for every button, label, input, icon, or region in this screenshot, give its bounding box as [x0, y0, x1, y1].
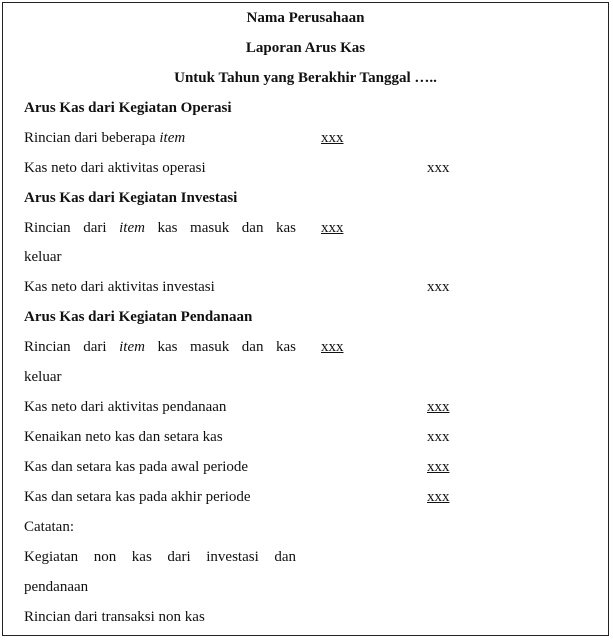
noncash-row [3, 549, 608, 573]
company-name: Nama Perusahaan [246, 10, 365, 26]
operating-net-row [3, 160, 608, 184]
financing-detail-cont-row [3, 369, 608, 393]
noncash-cont-row [3, 579, 608, 603]
financing-detail-cont: keluar [24, 369, 62, 385]
financing-heading: Arus Kas dari Kegiatan Pendanaan [24, 309, 253, 325]
notes-label: Catatan: [24, 519, 74, 535]
investing-net-label: Kas neto dari aktivitas investasi [24, 279, 215, 295]
financing-net-label: Kas neto dari aktivitas pendanaan [24, 399, 227, 415]
financing-detail-value: xxx [321, 339, 344, 355]
cash-flow-statement [2, 2, 609, 636]
financing-net-value: xxx [427, 399, 450, 415]
financing-detail-label: Rincian dari item kas masuk dan kas [24, 339, 296, 355]
noncash-detail-row [3, 609, 608, 633]
investing-heading: Arus Kas dari Kegiatan Investasi [24, 190, 238, 206]
operating-net-label: Kas neto dari aktivitas operasi [24, 160, 206, 176]
ending-cash-row [3, 489, 608, 513]
ending-cash-label: Kas dan setara kas pada akhir periode [24, 489, 251, 505]
financing-detail-row [3, 339, 608, 363]
financing-net-row [3, 399, 608, 423]
investing-net-row [3, 279, 608, 303]
noncash-label-line2: pendanaan [24, 579, 89, 595]
report-title: Laporan Arus Kas [245, 40, 366, 56]
beginning-cash-label: Kas dan setara kas pada awal periode [24, 459, 249, 475]
beginning-cash-row [3, 459, 608, 483]
investing-detail-cont-row [3, 249, 608, 273]
net-increase-row [3, 429, 608, 453]
noncash-label-line1: Kegiatan non kas dari investasi dan [24, 549, 296, 565]
net-increase-label: Kenaikan neto kas dan setara kas [24, 429, 223, 445]
beginning-cash-value: xxx [427, 459, 450, 475]
operating-detail-label: Rincian dari beberapa item [24, 130, 186, 146]
operating-detail-value: xxx [321, 130, 344, 146]
investing-detail-value: xxx [321, 220, 344, 236]
notes-row [3, 519, 608, 543]
operating-heading: Arus Kas dari Kegiatan Operasi [24, 100, 232, 116]
ending-cash-value: xxx [427, 489, 450, 505]
investing-detail-label: Rincian dari item kas masuk dan kas [24, 220, 296, 236]
net-increase-value: xxx [427, 429, 450, 445]
investing-detail-row [3, 220, 608, 244]
investing-net-value: xxx [427, 279, 450, 295]
report-period: Untuk Tahun yang Berakhir Tanggal ….. [174, 70, 437, 86]
noncash-detail-label: Rincian dari transaksi non kas [24, 609, 205, 625]
operating-net-value: xxx [427, 160, 450, 176]
investing-detail-cont: keluar [24, 249, 62, 265]
operating-detail-row [3, 130, 608, 154]
